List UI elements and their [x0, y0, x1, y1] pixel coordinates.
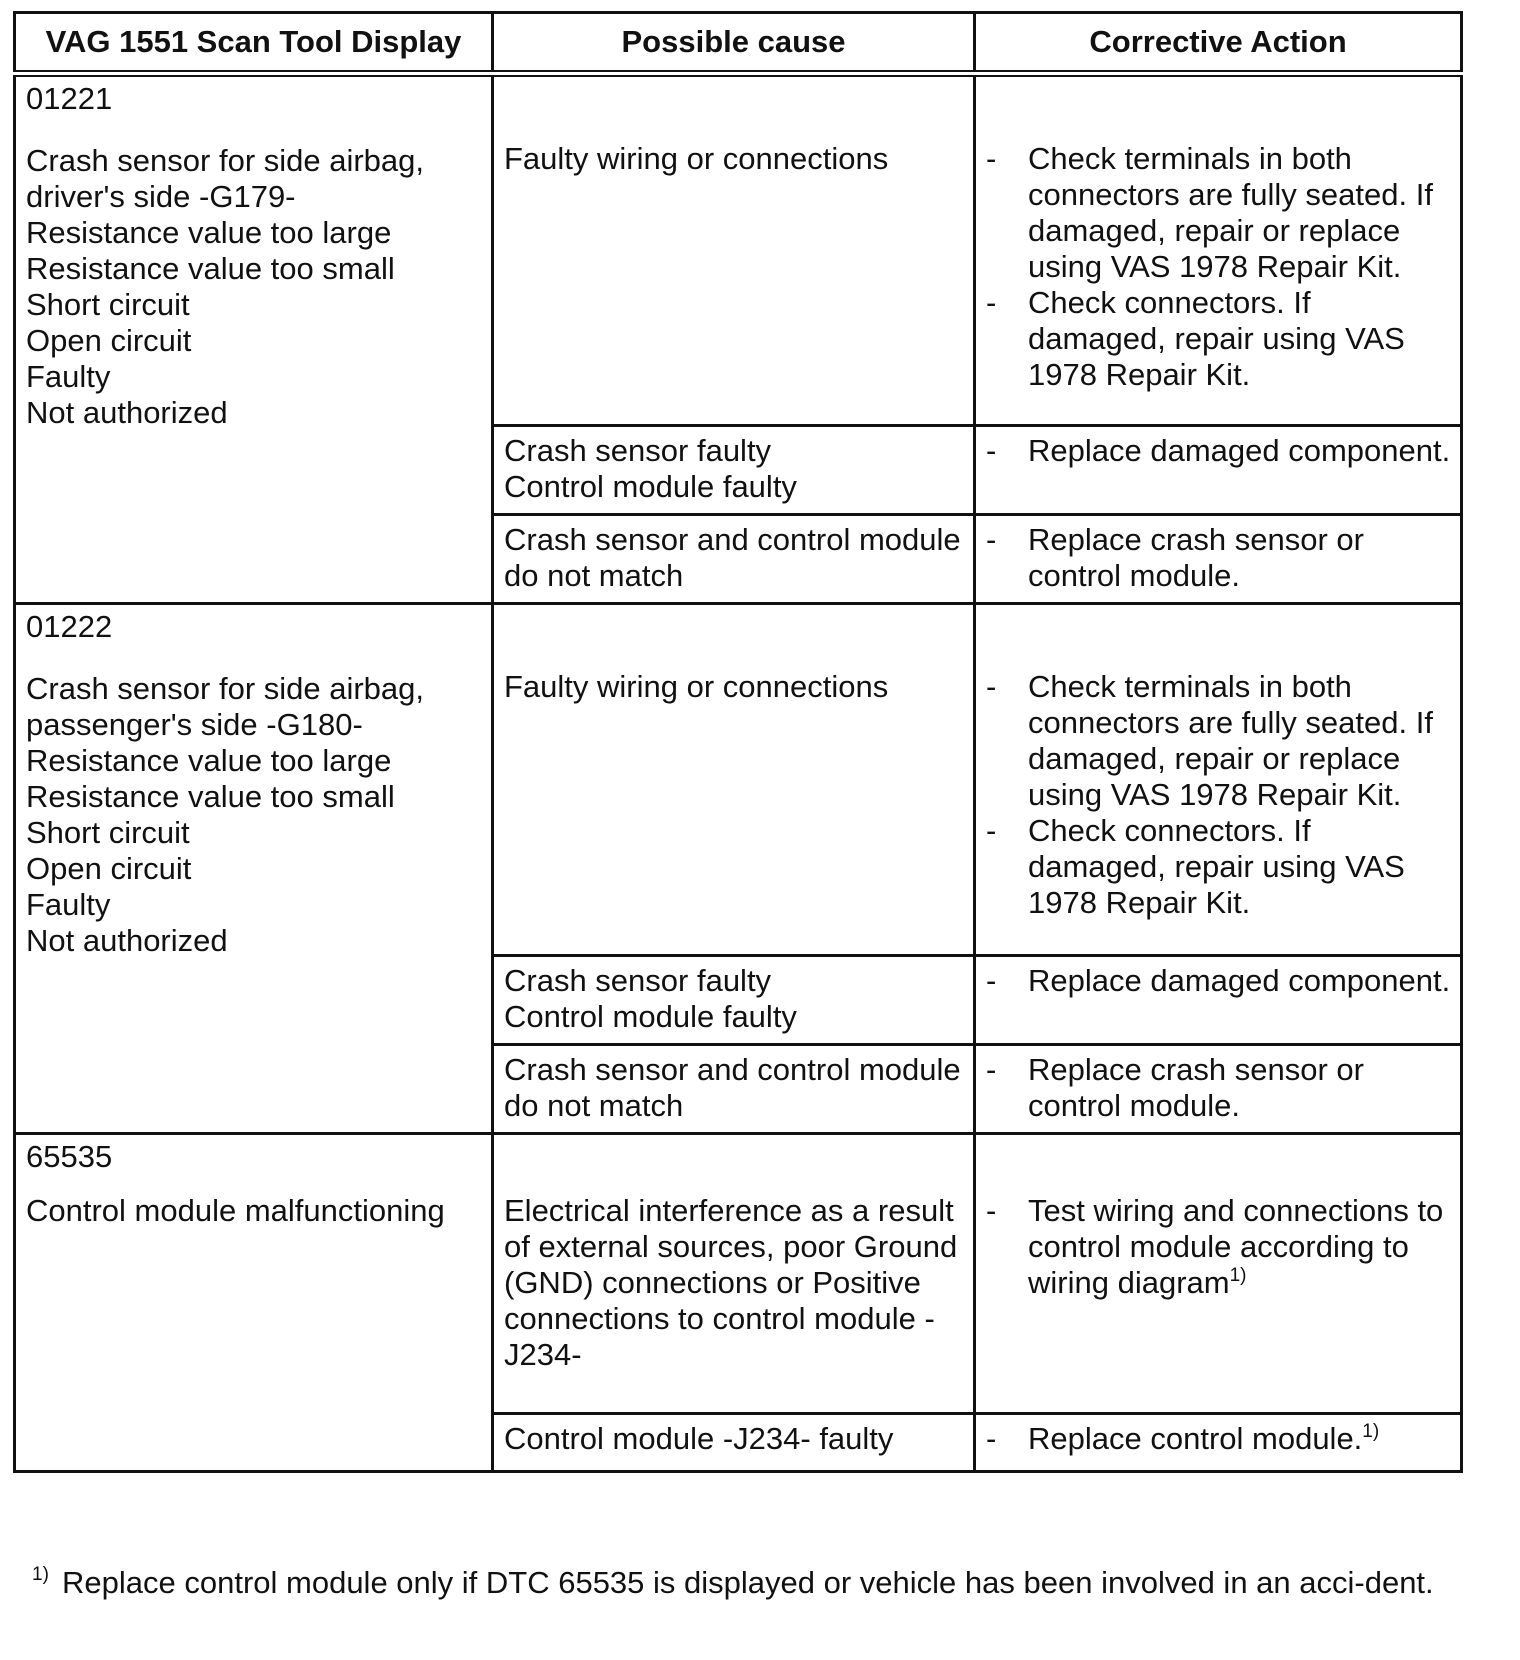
footnote — [32, 1565, 1462, 1601]
dtc-code: 01221 — [26, 81, 113, 116]
cause-cell: Electrical interference as a result of external sources, poor Ground (GND) connections or Positive connections to control module -J234- — [493, 1134, 975, 1414]
action-text: Check connectors. If damaged, repair using VAS 1978 Repair Kit. — [1028, 285, 1405, 392]
cause-cell: Crash sensor and control module do not match — [493, 515, 975, 604]
cause-cell — [493, 426, 975, 515]
dtc-code: 01222 — [26, 609, 113, 644]
header-row — [15, 13, 1462, 74]
action-text: Test wiring and connections to control module according to wiring diagram — [1028, 1193, 1444, 1300]
dtc-code: 65535 — [26, 1139, 113, 1174]
action-cell — [975, 74, 1462, 426]
dtc-text-line: Control module malfunctioning — [26, 1193, 445, 1228]
cause-cell: Crash sensor and control module do not match — [493, 1045, 975, 1134]
action-text: Replace control module. — [1028, 1421, 1363, 1456]
dtc-text-line: Crash sensor for side airbag, — [26, 143, 425, 178]
action-cell — [975, 604, 1462, 956]
bullet-dash: - — [986, 1193, 997, 1228]
action-cell — [975, 956, 1462, 1045]
dtc-display-cell — [15, 1134, 493, 1472]
cause-cell — [493, 956, 975, 1045]
cause-line: Crash sensor faulty — [504, 433, 772, 468]
dtc-text-line: Resistance value too large — [26, 215, 392, 250]
bullet-dash: - — [986, 963, 997, 998]
action-text: Replace crash sensor or control module. — [1028, 522, 1364, 593]
action-text: Replace crash sensor or control module. — [1028, 1052, 1364, 1123]
action-cell — [975, 426, 1462, 515]
dtc-text-line: Short circuit — [26, 287, 190, 322]
header-cause: Possible cause — [493, 13, 975, 74]
dtc-display-cell — [15, 604, 493, 1134]
action-cell — [975, 1045, 1462, 1134]
table-row — [15, 1134, 1462, 1414]
dtc-text-line: Open circuit — [26, 851, 192, 886]
bullet-dash: - — [986, 141, 997, 176]
dtc-text-line: Open circuit — [26, 323, 192, 358]
cause-line: Crash sensor faulty — [504, 963, 772, 998]
action-text: Check terminals in both connectors are fully seated. If damaged, repair or replace using VAS 1978 Repair Kit. — [1028, 141, 1433, 284]
cause-cell: Control module -J234- faulty — [493, 1414, 975, 1472]
dtc-display-cell — [15, 74, 493, 604]
footnote-ref: 1) — [1229, 1265, 1247, 1286]
action-text: Replace damaged component. — [1028, 433, 1451, 468]
dtc-text-line: Resistance value too large — [26, 743, 392, 778]
footnote-ref: 1) — [1362, 1421, 1380, 1442]
action-text: Check terminals in both connectors are fully seated. If damaged, repair or replace using VAS 1978 Repair Kit. — [1028, 669, 1433, 812]
dtc-text-line: passenger's side -G180- — [26, 707, 363, 742]
dtc-text-line: driver's side -G179- — [26, 179, 296, 214]
bullet-dash: - — [986, 433, 997, 468]
footnote-mark: 1) — [32, 1564, 49, 1585]
bullet-dash: - — [986, 1421, 997, 1456]
header-display: VAG 1551 Scan Tool Display — [15, 13, 493, 74]
action-cell — [975, 515, 1462, 604]
dtc-text-line: Faulty — [26, 359, 111, 394]
cause-line: Control module faulty — [504, 469, 797, 504]
bullet-dash: - — [986, 669, 997, 704]
dtc-text-line: Short circuit — [26, 815, 190, 850]
table-row — [15, 74, 1462, 426]
dtc-text-line: Crash sensor for side airbag, — [26, 671, 425, 706]
header-action: Corrective Action — [975, 13, 1462, 74]
dtc-text-line: Not authorized — [26, 923, 228, 958]
action-cell — [975, 1414, 1462, 1472]
dtc-text-line: Faulty — [26, 887, 111, 922]
bullet-dash: - — [986, 813, 997, 848]
cause-cell: Faulty wiring or connections — [493, 604, 975, 956]
dtc-text-line: Resistance value too small — [26, 779, 395, 814]
dtc-table — [13, 11, 1463, 1473]
cause-line: Control module faulty — [504, 999, 797, 1034]
dtc-text-line: Not authorized — [26, 395, 228, 430]
table-row — [15, 604, 1462, 956]
action-text: Check connectors. If damaged, repair using VAS 1978 Repair Kit. — [1028, 813, 1405, 920]
bullet-dash: - — [986, 522, 997, 557]
bullet-dash: - — [986, 1052, 997, 1087]
bullet-dash: - — [986, 285, 997, 320]
action-cell — [975, 1134, 1462, 1414]
dtc-text-line: Resistance value too small — [26, 251, 395, 286]
footnote-text: Replace control module only if DTC 65535 is displayed or vehicle has been involved in an acci-dent. — [62, 1565, 1434, 1600]
cause-cell: Faulty wiring or connections — [493, 74, 975, 426]
action-text: Replace damaged component. — [1028, 963, 1451, 998]
